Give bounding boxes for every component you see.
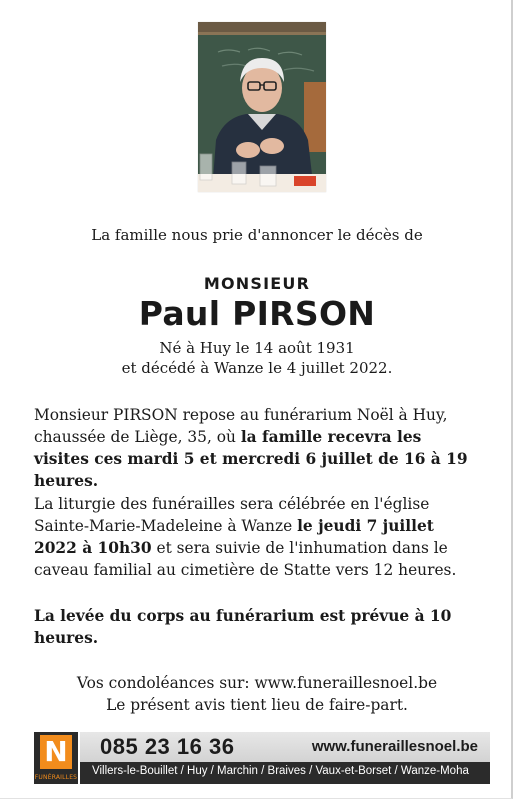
deceased-name: Paul PIRSON	[138, 294, 376, 333]
locations-band	[80, 762, 490, 784]
funeral-home-logo	[34, 732, 78, 784]
visitation-hours: la famille recevra les visites ces mardi 5 et mercredi 6 juillet de 16 à 19 heures.	[34, 428, 468, 490]
intro-text: La famille nous prie d'annoncer le décès de	[91, 226, 423, 244]
website-link[interactable]: www.funeraillesnoel.be	[311, 738, 478, 755]
notice-line: Le présent avis tient lieu de faire-part.	[106, 696, 408, 714]
locations-list: Villers-le-Bouillet / Huy / Marchin / Braives / Vaux-et-Borset / Wanze-Moha	[92, 765, 469, 777]
logo-letter: N	[40, 735, 72, 769]
closing-block	[0, 672, 514, 716]
death-line: et décédé à Wanze le 4 juillet 2022.	[121, 359, 393, 377]
phone-number[interactable]: 085 23 16 36	[100, 734, 235, 759]
birth-line: Né à Huy le 14 août 1931	[159, 339, 355, 357]
portrait-photo	[198, 22, 326, 192]
honorific: MONSIEUR	[203, 274, 311, 293]
condolences-link[interactable]: Vos condoléances sur: www.funeraillesnoel.be	[76, 674, 438, 692]
liturgy-paragraph	[34, 493, 474, 581]
funeral-home-banner	[34, 732, 490, 784]
visitation-paragraph	[34, 404, 474, 492]
portrait-image	[198, 22, 326, 192]
contact-band	[80, 732, 490, 762]
departure-paragraph: La levée du corps au funérarium est prévue à 10 heures.	[34, 607, 452, 647]
liturgy-text: La liturgie des funérailles sera célébrée en l'église Sainte-Marie-Madeleine à Wanze	[34, 495, 430, 535]
life-dates	[0, 338, 514, 378]
burial-text: et sera suivie de l'inhumation dans le caveau familial au cimetière de Statte vers 12 heures.	[34, 539, 457, 579]
liturgy-date: le jeudi 7 juillet 2022 à 10h30	[34, 517, 434, 557]
visitation-text: Monsieur PIRSON repose au funérarium Noël à Huy, chaussée de Liège, 35, où	[34, 406, 448, 446]
logo-text: FUNÉRAILLES	[34, 774, 78, 781]
